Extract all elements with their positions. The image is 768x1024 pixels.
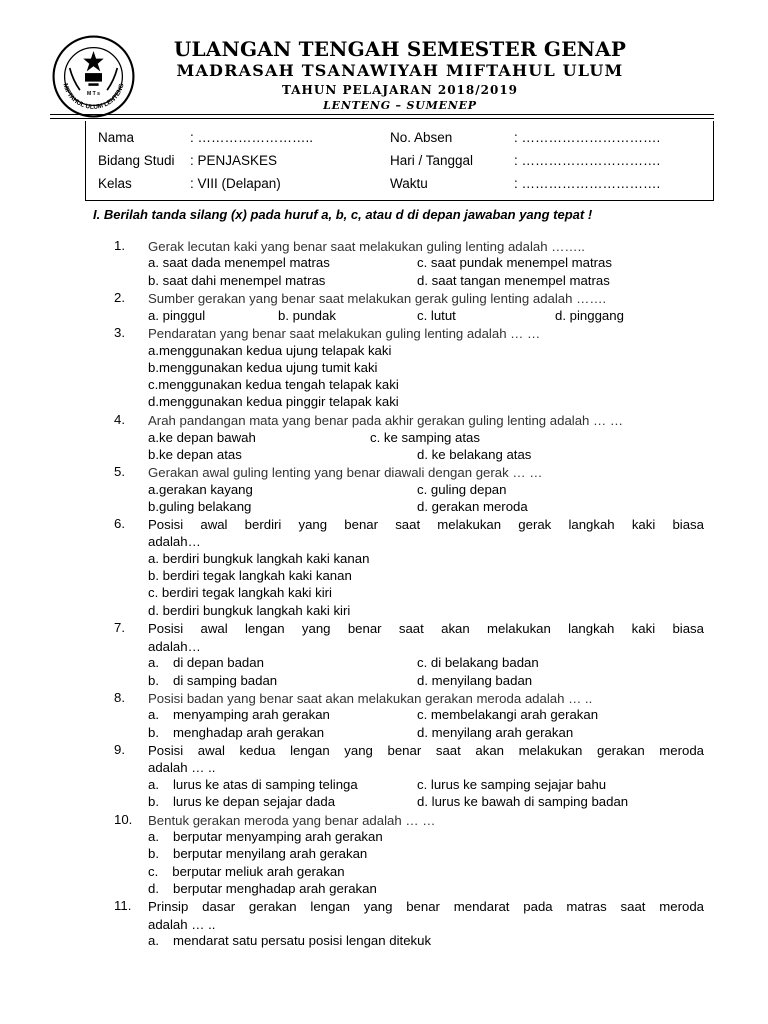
question-text: Posisi awal kedua lengan yang benar saat akan melakukan gerakan meroda: [148, 743, 704, 758]
option-b[interactable]: b. pundak: [278, 308, 336, 323]
option-d[interactable]: [148, 881, 377, 896]
option-text: guling belakang: [159, 499, 252, 514]
instruction-text: I. Berilah tanda silang (x) pada huruf a, b, c, atau d di depan jawaban yang tepat !: [93, 207, 593, 222]
option-letter: a.: [148, 829, 159, 844]
question-text-cont: adalah … ..: [148, 760, 216, 775]
question-number: 5.: [114, 464, 125, 479]
question-text: Sumber gerakan yang benar saat melakukan gerak guling lenting adalah …….: [148, 291, 607, 306]
option-c[interactable]: c. saat pundak menempel matras: [417, 255, 612, 270]
question-text-cont: adalah…: [148, 534, 201, 549]
option-c[interactable]: c. lurus ke samping sejajar bahu: [417, 777, 607, 792]
option-text: menggunakan kedua ujung tumit kaki: [159, 360, 378, 375]
hari-field[interactable]: : ………………………….: [514, 153, 661, 168]
question-number: 3.: [114, 325, 125, 340]
question-text: Posisi awal berdiri yang benar saat melakukan gerak langkah kaki biasa: [148, 517, 704, 532]
option-letter: a.: [148, 482, 159, 497]
option-c[interactable]: c. di belakang badan: [417, 655, 539, 670]
option-c[interactable]: c. guling depan: [417, 482, 507, 497]
question-text-cont: adalah … ..: [148, 917, 216, 932]
svg-text:M T s: M T s: [86, 91, 101, 98]
option-b[interactable]: [148, 499, 251, 514]
option-b[interactable]: [148, 447, 242, 462]
option-a[interactable]: [148, 343, 391, 358]
svg-text:MIFTAHUL ULUM LENTENG: MIFTAHUL ULUM LENTENG: [61, 82, 126, 111]
question-number: 4.: [114, 412, 125, 427]
hari-label: Hari / Tanggal: [390, 153, 474, 168]
option-text: menghadap arah gerakan: [173, 725, 325, 740]
option-a[interactable]: [148, 655, 264, 670]
option-letter: a.: [148, 655, 159, 670]
header-divider: [50, 118, 714, 119]
option-a[interactable]: a. pinggul: [148, 308, 206, 323]
question-number: 9.: [114, 742, 125, 757]
option-letter: a.: [148, 777, 159, 792]
option-letter: b.: [148, 360, 159, 375]
option-d[interactable]: d. ke belakang atas: [417, 447, 532, 462]
option-text: di depan badan: [173, 655, 264, 670]
bidang-label: Bidang Studi: [98, 153, 175, 168]
option-b[interactable]: b. berdiri tegak langkah kaki kanan: [148, 568, 352, 583]
option-text: gerakan kayang: [159, 482, 253, 497]
question-number: 2.: [114, 290, 125, 305]
question-text: Gerakan awal guling lenting yang benar diawali dengan gerak … …: [148, 465, 543, 480]
question-text: Posisi awal lengan yang benar saat akan melakukan langkah kaki biasa: [148, 621, 704, 636]
option-letter: b.: [148, 846, 159, 861]
option-letter: c.: [148, 864, 159, 879]
waktu-label: Waktu: [390, 176, 428, 191]
option-text: menggunakan kedua tengah telapak kaki: [158, 377, 399, 392]
option-b[interactable]: [148, 794, 335, 809]
option-d[interactable]: d. berdiri bungkuk langkah kaki kiri: [148, 603, 351, 618]
option-text: ke depan bawah: [159, 430, 256, 445]
option-c[interactable]: c. membelakangi arah gerakan: [417, 707, 599, 722]
absen-field[interactable]: : ………………………….: [514, 130, 661, 145]
option-d[interactable]: d. saat tangan menempel matras: [417, 273, 610, 288]
option-c[interactable]: [148, 864, 345, 879]
option-b[interactable]: [148, 360, 377, 375]
option-a[interactable]: [148, 829, 383, 844]
info-row: [98, 153, 703, 173]
option-letter: d.: [148, 881, 159, 896]
question-number: 7.: [114, 620, 125, 635]
question-text: Gerak lecutan kaki yang benar saat melakukan guling lenting adalah ……..: [148, 239, 585, 254]
option-text: berputar menghadap arah gerakan: [173, 881, 377, 896]
option-letter: c.: [148, 377, 159, 392]
option-letter: b.: [148, 794, 159, 809]
option-a[interactable]: a. berdiri bungkuk langkah kaki kanan: [148, 551, 370, 566]
option-a[interactable]: [148, 430, 256, 445]
exam-title: ULANGAN TENGAH SEMESTER GENAP: [173, 37, 627, 61]
question-number: 8.: [114, 690, 125, 705]
option-letter: a.: [148, 707, 159, 722]
option-letter: d.: [148, 394, 159, 409]
option-a[interactable]: [148, 933, 431, 948]
question-number: 11.: [114, 898, 132, 913]
option-c[interactable]: [148, 377, 399, 392]
option-c[interactable]: c. ke samping atas: [370, 430, 480, 445]
question-text: Pendaratan yang benar saat melakukan guling lenting adalah … …: [148, 326, 541, 341]
option-text: berputar menyamping arah gerakan: [173, 829, 383, 844]
header-divider: [50, 114, 714, 115]
option-text: berputar menyilang arah gerakan: [173, 846, 368, 861]
option-d[interactable]: d. menyilang arah gerakan: [417, 725, 574, 740]
option-c[interactable]: c. lutut: [417, 308, 456, 323]
nama-field[interactable]: : ……………………..: [190, 130, 314, 145]
option-text: mendarat satu persatu posisi lengan ditekuk: [173, 933, 432, 948]
option-b[interactable]: b. saat dahi menempel matras: [148, 273, 326, 288]
option-b[interactable]: [148, 673, 277, 688]
option-d[interactable]: d. lurus ke bawah di samping badan: [417, 794, 629, 809]
info-row: [98, 130, 703, 150]
option-letter: a.: [148, 343, 159, 358]
option-text: lurus ke depan sejajar dada: [173, 794, 336, 809]
option-text: berputar meliuk arah gerakan: [172, 864, 345, 879]
option-d[interactable]: [148, 394, 399, 409]
bidang-value: : PENJASKES: [190, 153, 278, 168]
option-a[interactable]: a. saat dada menempel matras: [148, 255, 330, 270]
school-location: LENTENG – SUMENEP: [323, 99, 477, 112]
option-a[interactable]: [148, 777, 358, 792]
info-row: [98, 176, 703, 196]
question-text: Bentuk gerakan meroda yang benar adalah … …: [148, 813, 436, 828]
question-text: Prinsip dasar gerakan lengan yang benar mendarat pada matras saat meroda: [148, 899, 704, 914]
option-d[interactable]: d. gerakan meroda: [417, 499, 528, 514]
student-info-box: [85, 121, 714, 201]
question-text: Arah pandangan mata yang benar pada akhir gerakan guling lenting adalah … …: [148, 413, 624, 428]
option-d[interactable]: d. menyilang badan: [417, 673, 533, 688]
question-number: 10.: [114, 812, 133, 827]
option-letter: a.: [148, 430, 159, 445]
option-d[interactable]: d. pinggang: [555, 308, 624, 323]
kelas-label: Kelas: [98, 176, 132, 191]
question-number: 1.: [114, 238, 125, 253]
question-number: 6.: [114, 516, 125, 531]
option-c[interactable]: c. berdiri tegak langkah kaki kiri: [148, 585, 332, 600]
nama-label: Nama: [98, 130, 135, 145]
option-text: lurus ke atas di samping telinga: [173, 777, 358, 792]
option-b[interactable]: [148, 846, 367, 861]
kelas-value: : VIII (Delapan): [190, 176, 281, 191]
school-name: MADRASAH TSANAWIYAH MIFTAHUL ULUM: [176, 61, 624, 80]
option-letter: a.: [148, 933, 159, 948]
school-logo: [51, 34, 136, 119]
option-a[interactable]: [148, 482, 253, 497]
question-text-cont: adalah…: [148, 639, 201, 654]
option-letter: b.: [148, 725, 159, 740]
option-text: menggunakan kedua pinggir telapak kaki: [159, 394, 399, 409]
question-text: Posisi badan yang benar saat akan melakukan gerakan meroda adalah … ..: [148, 691, 593, 706]
school-year: TAHUN PELAJARAN 2018/2019: [281, 83, 519, 97]
option-text: menggunakan kedua ujung telapak kaki: [159, 343, 392, 358]
waktu-field[interactable]: : ………………………….: [514, 176, 661, 191]
option-b[interactable]: [148, 725, 324, 740]
option-letter: b.: [148, 447, 159, 462]
option-letter: b.: [148, 499, 159, 514]
option-text: menyamping arah gerakan: [173, 707, 330, 722]
option-text: ke depan atas: [159, 447, 242, 462]
absen-label: No. Absen: [390, 130, 453, 145]
option-letter: b.: [148, 673, 159, 688]
option-a[interactable]: [148, 707, 330, 722]
option-text: di samping badan: [173, 673, 278, 688]
